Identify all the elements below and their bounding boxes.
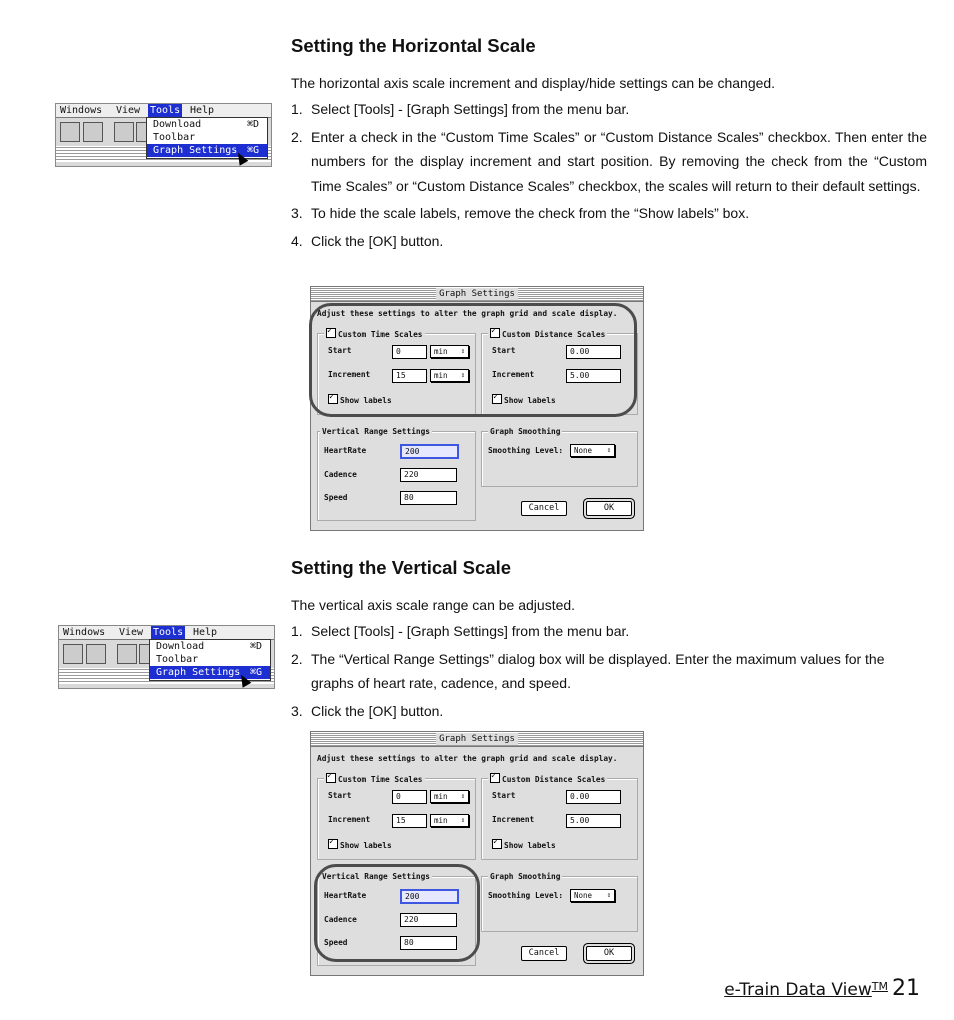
distance-start-field[interactable]: 0.00 xyxy=(566,790,621,804)
menu-view[interactable]: View xyxy=(116,105,141,116)
vertical-range-label: Vertical Range Settings xyxy=(322,872,430,881)
increment-label: Increment xyxy=(328,370,371,379)
menubar-screenshot xyxy=(58,625,275,689)
distance-start-field[interactable]: 0.00 xyxy=(566,345,621,359)
heart-icon[interactable] xyxy=(60,122,80,142)
menu-item-graph-settings[interactable]: Graph Settings ⌘G xyxy=(147,144,267,157)
smoothing-label: Graph Smoothing xyxy=(490,427,561,436)
time-increment-unit[interactable]: min ⇕ xyxy=(430,814,469,827)
highlight-ring xyxy=(309,303,637,417)
custom-time-checkbox[interactable]: ✓Custom Time Scales xyxy=(324,773,425,785)
time-increment-field[interactable]: 15 xyxy=(392,814,427,828)
tools-menu xyxy=(149,639,271,681)
graph-smoothing-group xyxy=(481,872,638,932)
heartrate-field[interactable]: 200 xyxy=(400,889,459,904)
distance-scales-group xyxy=(481,775,638,860)
distance-increment-field[interactable]: 5.00 xyxy=(566,814,621,828)
step-item: 2. The “Vertical Range Settings” dialog box will be displayed. Enter the maximum values for the graphs of heart rate, cadence, and speed. xyxy=(291,650,885,691)
menu-tools[interactable]: Tools xyxy=(150,105,181,116)
step-item: 3. To hide the scale labels, remove the check from the “Show labels” box. xyxy=(291,205,750,221)
section-intro: The vertical axis scale range can be adjusted. xyxy=(291,597,576,613)
show-labels-checkbox[interactable]: ✓Show labels xyxy=(328,394,392,405)
time-start-unit[interactable]: min ⇕ xyxy=(430,790,469,803)
menu-tools[interactable]: Tools xyxy=(153,627,184,638)
graph-settings-dialog xyxy=(310,731,644,976)
speed-label: Speed xyxy=(324,938,348,947)
menubar-screenshot xyxy=(55,103,272,167)
custom-distance-checkbox[interactable]: ✓Custom Distance Scales xyxy=(488,328,607,340)
arrow-icon[interactable] xyxy=(117,644,137,664)
step-item: 1. Select [Tools] - [Graph Settings] from the menu bar. xyxy=(291,623,630,639)
start-label: Start xyxy=(492,791,516,800)
menu-windows[interactable]: Windows xyxy=(63,627,106,638)
cadence-field[interactable]: 220 xyxy=(400,468,457,482)
section-heading-horizontal: Setting the Horizontal Scale xyxy=(291,35,536,56)
speed-label: Speed xyxy=(324,493,348,502)
menu-windows[interactable]: Windows xyxy=(60,105,103,116)
time-increment-unit[interactable]: min ⇕ xyxy=(430,369,469,382)
section-heading-vertical: Setting the Vertical Scale xyxy=(291,557,512,578)
increment-label: Increment xyxy=(492,370,535,379)
menu-help[interactable]: Help xyxy=(190,105,215,116)
tools-menu xyxy=(146,117,268,159)
ok-button[interactable]: OK xyxy=(586,946,632,961)
increment-label: Increment xyxy=(492,815,535,824)
step-item: 4. Click the [OK] button. xyxy=(291,232,444,249)
dialog-intro: Adjust these settings to alter the graph grid and scale display. xyxy=(317,754,618,763)
menu-help[interactable]: Help xyxy=(193,627,218,638)
steps-list xyxy=(291,97,927,256)
show-labels-checkbox[interactable]: ✓Show labels xyxy=(328,839,392,850)
step-item: 2. Enter a check in the “Custom Time Scales” or “Custom Distance Scales” checkbox. Then enter the numbers for the display increment and start position. By removing the check from the “Custom Time Scales” or “Custom Distance Scales” checkbox, the scales will return to their default settings. xyxy=(291,128,927,194)
dialog-intro: Adjust these settings to alter the graph grid and scale display. xyxy=(317,309,618,318)
arrow-icon[interactable] xyxy=(114,122,134,142)
smoothing-level-label: Smoothing Level: xyxy=(488,446,564,455)
menu-item-graph-settings[interactable]: Graph Settings ⌘G xyxy=(150,666,270,679)
time-start-field[interactable]: 0 xyxy=(392,345,427,359)
menu-bar xyxy=(56,104,271,118)
vertical-range-label: Vertical Range Settings xyxy=(322,427,430,436)
cadence-label: Cadence xyxy=(324,470,357,479)
page-number: 21 xyxy=(892,976,920,1001)
cadence-field[interactable]: 220 xyxy=(400,913,457,927)
bike-icon[interactable] xyxy=(86,644,106,664)
highlight-ring xyxy=(314,864,480,962)
smoothing-label: Graph Smoothing xyxy=(490,872,561,881)
cancel-button[interactable]: Cancel xyxy=(521,946,567,961)
increment-label: Increment xyxy=(328,815,371,824)
menu-item-download[interactable]: Download ⌘D xyxy=(153,119,259,130)
show-labels-checkbox[interactable]: ✓Show labels xyxy=(492,839,556,850)
steps-list xyxy=(291,619,927,726)
smoothing-level-label: Smoothing Level: xyxy=(488,891,564,900)
graph-smoothing-group xyxy=(481,427,638,487)
vertical-range-group xyxy=(317,427,476,521)
step-item: 3. Click the [OK] button. xyxy=(291,702,444,719)
time-scales-group xyxy=(317,775,476,860)
menu-item-toolbar[interactable]: Toolbar xyxy=(156,654,199,665)
distance-increment-field[interactable]: 5.00 xyxy=(566,369,621,383)
start-label: Start xyxy=(328,346,352,355)
section-intro: The horizontal axis scale increment and display/hide settings can be changed. xyxy=(291,75,776,91)
footer-brand: e-Train Data View xyxy=(724,980,872,1000)
start-label: Start xyxy=(492,346,516,355)
heartrate-label: HeartRate xyxy=(324,891,367,900)
cadence-label: Cadence xyxy=(324,915,357,924)
time-start-unit[interactable]: min ⇕ xyxy=(430,345,469,358)
custom-time-checkbox[interactable]: ✓Custom Time Scales xyxy=(324,328,425,340)
time-start-field[interactable]: 0 xyxy=(392,790,427,804)
heartrate-field[interactable]: 200 xyxy=(400,444,459,459)
speed-field[interactable]: 80 xyxy=(400,491,457,505)
heartrate-label: HeartRate xyxy=(324,446,367,455)
dialog-titlebar: Graph Settings xyxy=(311,732,643,747)
ok-button[interactable]: OK xyxy=(586,501,632,516)
menu-item-toolbar[interactable]: Toolbar xyxy=(153,132,196,143)
show-labels-checkbox[interactable]: ✓Show labels xyxy=(492,394,556,405)
graph-settings-dialog xyxy=(310,286,644,531)
time-increment-field[interactable]: 15 xyxy=(392,369,427,383)
heart-icon[interactable] xyxy=(63,644,83,664)
footer-trademark: TM xyxy=(871,980,888,993)
menu-view[interactable]: View xyxy=(119,627,144,638)
start-label: Start xyxy=(328,791,352,800)
custom-distance-checkbox[interactable]: ✓Custom Distance Scales xyxy=(488,773,607,785)
menu-bar xyxy=(59,626,274,640)
menu-item-download[interactable]: Download ⌘D xyxy=(156,641,262,652)
cancel-button[interactable]: Cancel xyxy=(521,501,567,516)
speed-field[interactable]: 80 xyxy=(400,936,457,950)
smoothing-level-select[interactable]: None ⇕ xyxy=(570,444,615,457)
step-item: 1. Select [Tools] - [Graph Settings] from the menu bar. xyxy=(291,101,630,117)
page-footer xyxy=(724,976,920,1001)
bike-icon[interactable] xyxy=(83,122,103,142)
smoothing-level-select[interactable]: None ⇕ xyxy=(570,889,615,902)
dialog-titlebar: Graph Settings xyxy=(311,287,643,302)
